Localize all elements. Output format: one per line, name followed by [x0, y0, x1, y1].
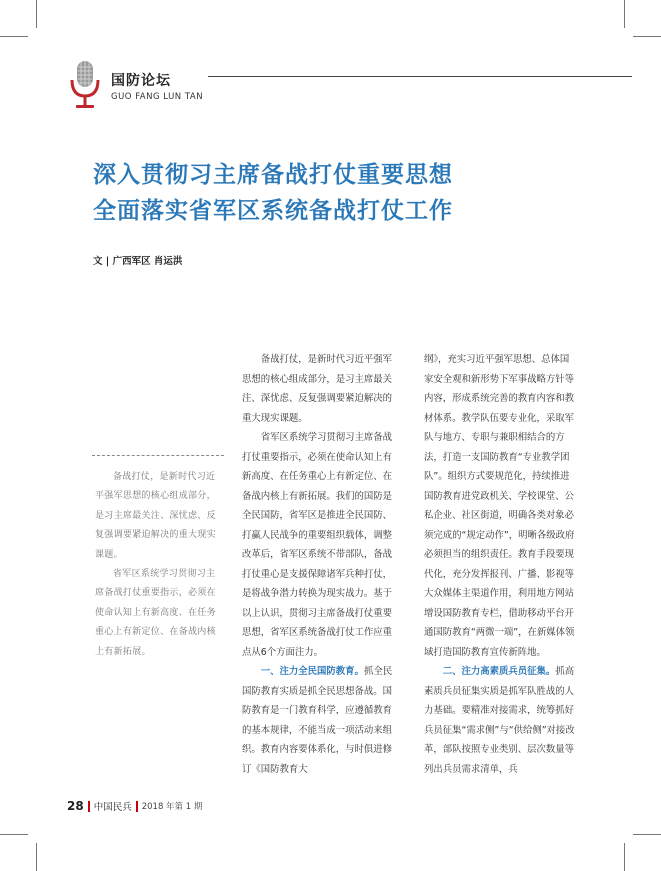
article-byline: 文 | 广西军区 肖运洪 [93, 256, 183, 267]
body-paragraph: 备战打仗，是新时代习近平强军思想的核心组成部分，是习主席最关注、深忧虑、反复强调要紧迫解决的重大现实课题。 [242, 354, 393, 424]
crop-mark [36, 843, 37, 871]
crop-mark [633, 834, 661, 835]
magazine-name: 中国民兵 [93, 802, 132, 813]
issue-label: 2018 年第 1 期 [141, 802, 203, 812]
body-text: 抓全民国防教育实质是抓全民思想备战。国防教育是一门教育科学，应遵循教育的基本规律，不能当成一项活动来组织。教育内容要体系化，与时俱进修订《国防教育大 [242, 666, 393, 775]
crop-mark [36, 0, 37, 28]
body-paragraph [424, 662, 578, 779]
body-paragraph: 纲》，充实习近平强军思想、总体国家安全观和新形势下军事战略方针等内容，形成系统完善的教育内容和教材体系。教学队伍要专业化，采取军队与地方、专职与兼职相结合的方法，打造一支国防教育“专业教学团队”。组织方式要规范化，持续推进国防教育进党政机关、学校课堂、公私企业、社区街道，明确各类对象必须完成的“规定动作”，明晰各级政府必须担当的组织责任。教育手段要现代化，充分发挥报刊、广播、影视等大众媒体主渠道作用，利用地方网站增设国防教育专栏，借助移动平台开通国防教育“两微一端”，在新媒体领域打造国防教育宣传新阵地。 [424, 354, 575, 658]
pull-quote-paragraph: 省军区系统学习贯彻习主席备战打仗重要指示，必须在使命认知上有新高度、在任务重心上有新定位、在备战内核上有新拓展。 [95, 569, 216, 657]
body-paragraph: 省军区系统学习贯彻习主席备战打仗重要指示，必须在使命认知上有新高度、在任务重心上有新定位、在备战内核上有新拓展。我们的国防是全民国防，省军区是推进全民国防、打赢人民战争的重要组织载体，调整改革后，省军区系统不带部队，备战打仗重心是支援保障诸军兵种打仗，是将战争潜力转换为现实战力。基于以上认识，贯彻习主席备战打仗重要思想，省军区系统备战打仗工作应重点从6个方面注力。 [242, 432, 393, 658]
page-number: 28 [67, 799, 84, 813]
article-title-line-2: 全面落实省军区系统备战打仗工作 [93, 198, 453, 224]
page-footer [67, 799, 202, 813]
crop-mark [0, 36, 28, 37]
body-column-2 [424, 350, 578, 779]
section-heading: 一、注力全民国防教育。 [260, 666, 364, 677]
body-text: 抓高素质兵员征集实质是抓军队胜战的人力基础。要精准对接需求，统筹抓好兵员征集“需求侧”与“供给侧”对接改革，部队按照专业类别、层次数量等列出兵员需求清单，兵 [424, 666, 575, 775]
crop-mark [624, 843, 625, 871]
footer-separator [88, 801, 90, 812]
pull-quote-top-rule [92, 455, 224, 456]
body-paragraph [242, 662, 396, 779]
crop-mark [624, 0, 625, 28]
footer-separator [136, 801, 138, 812]
crop-mark [633, 36, 661, 37]
pull-quote-paragraph: 备战打仗，是新时代习近平强军思想的核心组成部分，是习主席最关注、深忧虑、反复强调要紧迫解决的重大现实课题。 [95, 472, 216, 560]
microphone-icon [68, 60, 102, 110]
section-pinyin: GUO FANG LUN TAN [111, 92, 204, 102]
section-title: 国防论坛 [111, 73, 171, 89]
section-heading: 二、注力高素质兵员征集。 [442, 666, 556, 677]
pull-quote [95, 468, 219, 662]
body-column-1 [242, 350, 396, 779]
crop-mark [0, 834, 28, 835]
header-divider [208, 76, 632, 77]
article-title-line-1: 深入贯彻习主席备战打仗重要思想 [93, 162, 453, 188]
